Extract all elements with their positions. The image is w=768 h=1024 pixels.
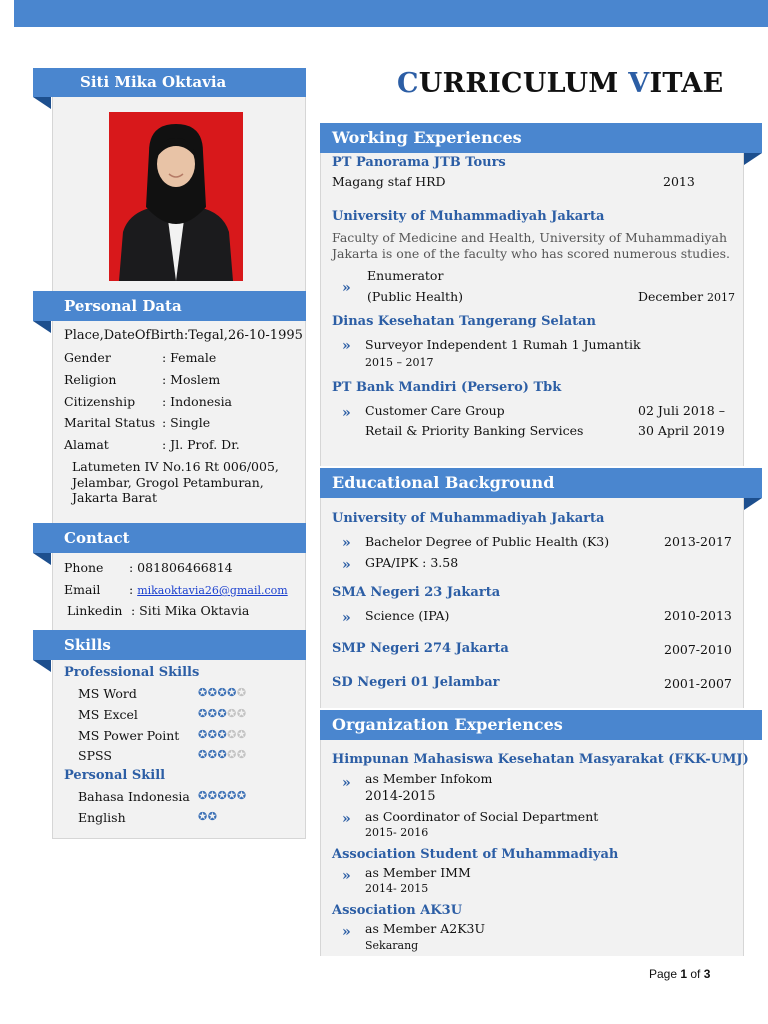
chevron-right-icon: » (342, 924, 351, 940)
edu-sma-org: SMA Negeri 23 Jakarta (332, 585, 501, 600)
edu-sd-org: SD Negeri 01 Jelambar (332, 675, 500, 690)
star-filled-icon: ✪ (198, 748, 208, 761)
profile-photo (109, 112, 243, 281)
work-mandiri-role-2: Retail & Priority Banking Services (365, 423, 584, 438)
education-header: Educational Background (320, 468, 762, 498)
rating-english (198, 810, 217, 823)
work-umj-date: December 2017 (638, 289, 736, 304)
work-mandiri-date-1: 02 Juli 2018 – (638, 403, 725, 418)
chevron-right-icon: » (342, 557, 351, 573)
edu-smp-org: SMP Negeri 274 Jakarta (332, 641, 509, 656)
star-filled-icon: ✪ (236, 789, 247, 802)
star-filled-icon: ✪ (217, 789, 228, 802)
skill-ms-excel: MS Excel (78, 707, 138, 722)
edu-sma-years: 2010-2013 (664, 608, 732, 623)
star-filled-icon: ✪ (217, 728, 228, 741)
birth-info: Place,DateOfBirth:Tegal,26-10-1995 (64, 328, 303, 343)
address-value: : Jl. Prof. Dr. (162, 437, 240, 452)
org-himpunan-years-1: 2014-2015 (365, 789, 436, 804)
phone-label: Phone (64, 560, 104, 575)
address-line-1: Latumeten IV No.16 Rt 006/005, (72, 459, 279, 474)
chevron-right-icon: » (342, 535, 351, 551)
email-link[interactable]: mikaoktavia26@gmail.com (137, 584, 288, 597)
star-empty-icon: ✪ (227, 728, 237, 741)
citizenship-value: : Indonesia (162, 394, 233, 409)
linkedin-value: : Siti Mika Oktavia (131, 603, 250, 618)
chevron-right-icon: » (342, 610, 351, 626)
address-line-3: Jakarta Barat (72, 490, 158, 505)
chevron-right-icon: » (342, 405, 351, 421)
page-number: Page 1 of 3 (649, 967, 711, 981)
chevron-right-icon: » (342, 811, 351, 827)
org-himpunan-years-2: 2015- 2016 (365, 826, 429, 839)
star-filled-icon: ✪ (198, 789, 208, 802)
citizenship-label: Citizenship (64, 394, 136, 409)
star-filled-icon: ✪ (207, 789, 218, 802)
skill-bahasa: Bahasa Indonesia (78, 789, 190, 804)
skill-ms-word: MS Word (78, 686, 137, 701)
name-text: Siti Mika Oktavia (80, 73, 227, 91)
work-umj-desc-2: Jakarta is one of the faculty who has scored numerous studies. (332, 246, 730, 261)
star-filled-icon: ✪ (198, 707, 208, 720)
work-panorama-role: Magang staf HRD (332, 174, 446, 189)
org-imm-name: Association Student of Muhammadiyah (332, 847, 619, 862)
org-imm-years: 2014- 2015 (365, 882, 429, 895)
work-umj-desc-1: Faculty of Medicine and Health, University of Muhammadiyah (332, 230, 728, 245)
star-empty-icon: ✪ (236, 748, 247, 761)
linkedin-label: Linkedin (67, 603, 123, 618)
edu-sd-years: 2001-2007 (664, 676, 732, 691)
org-ak3u-years: Sekarang (365, 939, 419, 952)
star-empty-icon: ✪ (227, 748, 237, 761)
star-empty-icon: ✪ (236, 728, 247, 741)
marital-label: Marital Status (64, 415, 156, 430)
work-dinkes-years: 2015 – 2017 (365, 356, 434, 369)
chevron-right-icon: » (342, 280, 351, 296)
name-header (33, 68, 306, 97)
rating-spss (198, 748, 247, 761)
skills-header: Skills (33, 630, 306, 660)
org-imm-role: as Member IMM (365, 865, 471, 880)
star-filled-icon: ✪ (198, 810, 208, 823)
work-header: Working Experiences (320, 123, 762, 153)
personal-data-header: Personal Data (33, 291, 306, 321)
work-umj-role-2: (Public Health) (367, 289, 464, 304)
work-header-fold (744, 153, 762, 165)
org-himpunan-name: Himpunan Mahasiswa Kesehatan Masyarakat (FKK-UMJ) (332, 752, 749, 767)
rating-bahasa (198, 789, 247, 802)
contact-header-fold (33, 553, 51, 565)
marital-value: : Single (162, 415, 211, 430)
phone-value: : 081806466814 (129, 560, 233, 575)
religion-label: Religion (64, 372, 117, 387)
edu-umj-years: 2013-2017 (664, 534, 732, 549)
skill-ms-powerpoint: MS Power Point (78, 728, 180, 743)
star-filled-icon: ✪ (207, 810, 218, 823)
name-header-fold (33, 97, 51, 109)
org-ak3u-name: Association AK3U (332, 903, 463, 918)
chevron-right-icon: » (342, 868, 351, 884)
star-filled-icon: ✪ (227, 686, 237, 699)
rating-ms-powerpoint (198, 728, 247, 741)
chevron-right-icon: » (342, 775, 351, 791)
star-empty-icon: ✪ (236, 707, 247, 720)
skills-header-fold (33, 660, 51, 672)
contact-header: Contact (33, 523, 306, 553)
star-filled-icon: ✪ (227, 789, 237, 802)
edu-smp-years: 2007-2010 (664, 642, 732, 657)
work-dinkes-role: Surveyor Independent 1 Rumah 1 Jumantik (365, 337, 641, 352)
star-filled-icon: ✪ (217, 707, 228, 720)
star-filled-icon: ✪ (217, 686, 228, 699)
address-line-2: Jelambar, Grogol Petamburan, (72, 475, 264, 490)
skill-english: English (78, 810, 126, 825)
star-filled-icon: ✪ (207, 728, 218, 741)
work-panel (320, 150, 744, 466)
organization-header: Organization Experiences (320, 710, 762, 740)
cv-title: CURRICULUM VITAE (397, 68, 724, 99)
work-panorama-year: 2013 (663, 174, 695, 189)
edu-sma-major: Science (IPA) (365, 608, 450, 623)
star-filled-icon: ✪ (198, 686, 208, 699)
star-filled-icon: ✪ (207, 686, 218, 699)
email-label: Email (64, 582, 101, 597)
edu-umj-degree: Bachelor Degree of Public Health (K3) (365, 534, 610, 549)
gender-value: : Female (162, 350, 217, 365)
edu-umj-gpa: GPA/IPK : 3.58 (365, 555, 459, 570)
work-umj-role-1: Enumerator (367, 268, 444, 283)
religion-value: : Moslem (162, 372, 221, 387)
top-accent-bar (14, 0, 768, 27)
star-empty-icon: ✪ (227, 707, 237, 720)
star-filled-icon: ✪ (217, 748, 228, 761)
star-empty-icon: ✪ (236, 686, 247, 699)
education-header-fold (744, 498, 762, 510)
org-ak3u-role: as Member A2K3U (365, 921, 486, 936)
work-mandiri-date-2: 30 April 2019 (638, 423, 725, 438)
star-filled-icon: ✪ (198, 728, 208, 741)
portrait-graphic (109, 112, 243, 281)
work-panorama-org: PT Panorama JTB Tours (332, 155, 506, 170)
personal-header-fold (33, 321, 51, 333)
work-umj-org: University of Muhammadiyah Jakarta (332, 209, 605, 224)
rating-ms-excel (198, 707, 247, 720)
work-dinkes-org: Dinas Kesehatan Tangerang Selatan (332, 314, 596, 329)
org-himpunan-role-1: as Member Infokom (365, 771, 493, 786)
gender-label: Gender (64, 350, 111, 365)
chevron-right-icon: » (342, 338, 351, 354)
work-mandiri-org: PT Bank Mandiri (Persero) Tbk (332, 380, 562, 395)
professional-skills-heading: Professional Skills (64, 665, 200, 680)
org-himpunan-role-2: as Coordinator of Social Department (365, 809, 599, 824)
work-mandiri-role-1: Customer Care Group (365, 403, 505, 418)
email-value: : mikaoktavia26@gmail.com (129, 582, 288, 597)
edu-umj-org: University of Muhammadiyah Jakarta (332, 511, 605, 526)
personal-skill-heading: Personal Skill (64, 768, 166, 783)
rating-ms-word (198, 686, 247, 699)
star-filled-icon: ✪ (207, 748, 218, 761)
star-filled-icon: ✪ (207, 707, 218, 720)
skill-spss: SPSS (78, 748, 112, 763)
address-label: Alamat (64, 437, 109, 452)
